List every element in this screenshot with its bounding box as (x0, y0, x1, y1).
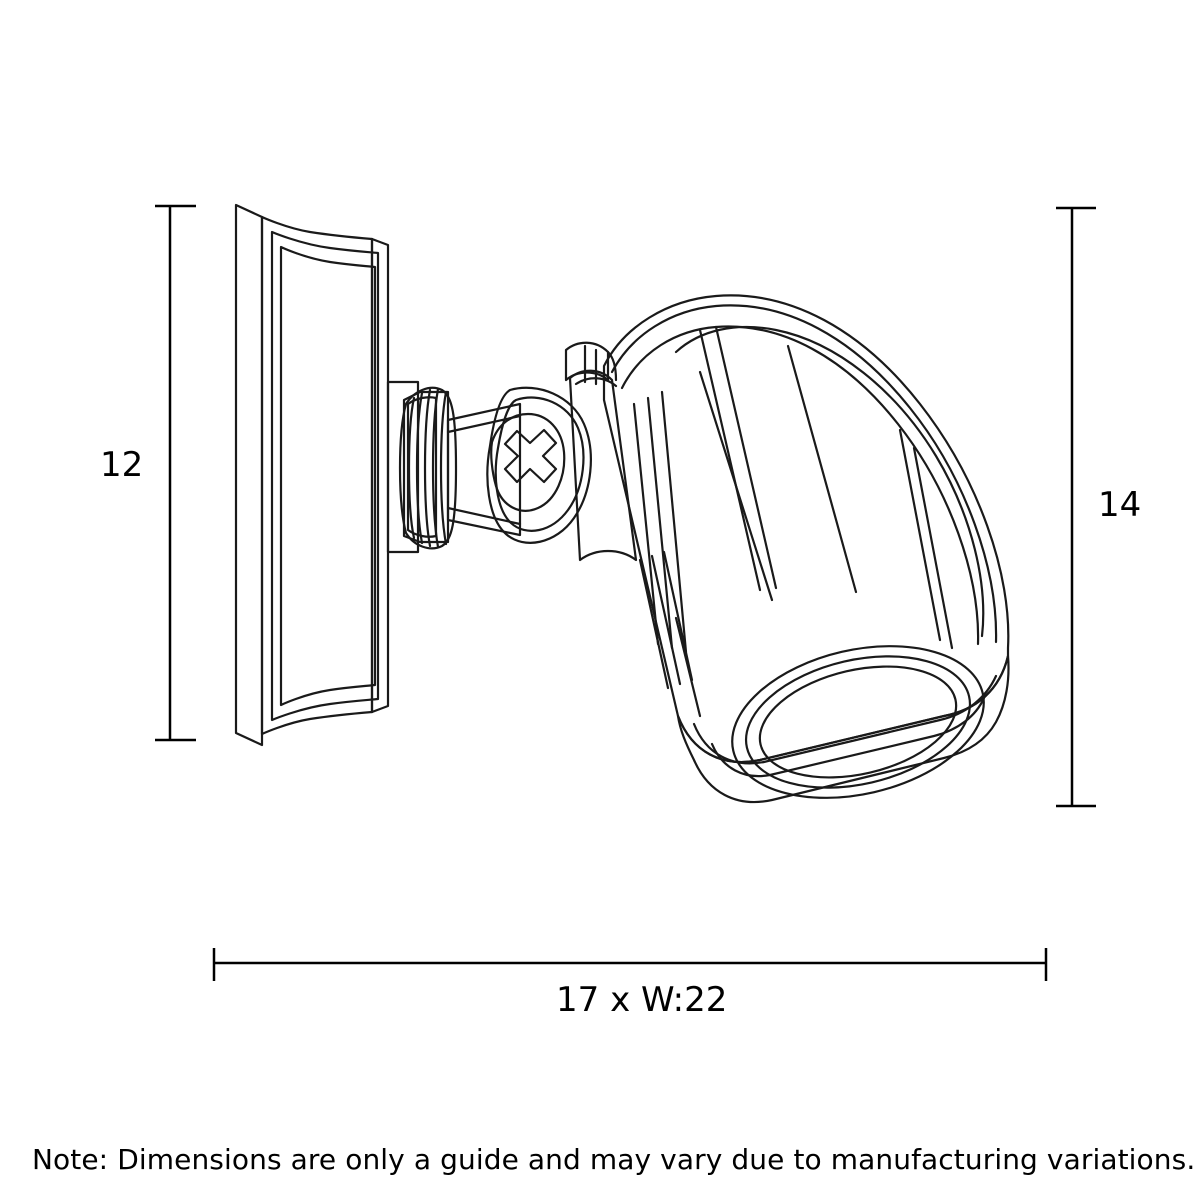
light-fixture-drawing (236, 205, 1009, 821)
front-bezel (678, 623, 1009, 821)
right-dimension-line (1056, 208, 1096, 806)
bottom-dimension-line (214, 948, 1046, 981)
dimension-label-width-bottom: 17 x W:22 (556, 980, 728, 1020)
dimension-label-height-left: 12 (100, 445, 144, 485)
dimension-lines (155, 206, 1096, 981)
lens-ring-outer (717, 623, 999, 821)
screw-cross-head (505, 430, 556, 482)
left-dimension-line (155, 206, 196, 740)
pivot-collar (566, 343, 636, 560)
lens-ring-mid (733, 636, 983, 808)
wall-mount-plate (236, 205, 388, 745)
lamp-head-body (604, 295, 1008, 762)
heatsink-fins (640, 552, 700, 716)
dimensions-note: Note: Dimensions are only a guide and may vary due to manufacturing variations. (32, 1143, 1196, 1176)
lamp-lens-frame (676, 327, 983, 636)
dimension-label-height-right: 14 (1098, 485, 1142, 525)
arm-tube (448, 404, 520, 535)
